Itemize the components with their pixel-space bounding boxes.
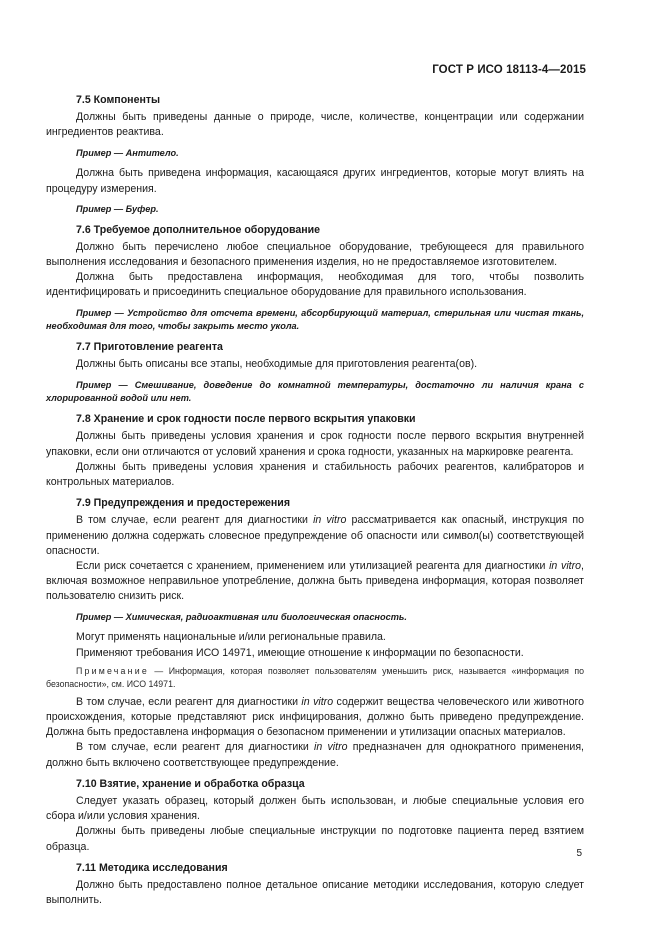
note-label: Примечание — [76, 665, 149, 676]
section-7-9 — [46, 496, 584, 771]
paragraph: Применяют требования ИСО 14971, имеющие отношение к информации по безопасности. — [76, 646, 524, 659]
example: Пример — Антитело. — [76, 147, 179, 158]
section-7-6 — [46, 223, 584, 335]
paragraph: Должна быть предоставлена информация, необходимая для того, чтобы позволить идентифицировать и присоединить специальное оборудование для правильного использования. — [46, 271, 584, 299]
section-7-7 — [46, 340, 584, 406]
paragraph: В том случае, если реагент для диагностики in vitro рассматривается как опасный, инструкция по применению должна содержать словесное предупреждение об опасности или символ(ы) соответствующей опасности. — [46, 514, 584, 557]
section-heading: 7.11 Методика исследования — [76, 861, 228, 874]
example: Пример — Химическая, радиоактивная или биологическая опасность. — [76, 611, 407, 622]
paragraph: Должно быть перечислено любое специальное оборудование, требующееся для правильного выполнения исследования и безопасного применения изделия, но не предоставляемое изготовителем. — [46, 240, 584, 269]
note: Примечание — Информация, которая позволяет пользователям уменьшить риск, называется «информация по безопасности», см. ИСО 14971. — [46, 665, 584, 689]
section-heading: 7.5 Компоненты — [76, 94, 161, 106]
section-heading: 7.6 Требуемое дополнительное оборудование — [76, 223, 321, 236]
paragraph: Должны быть приведены данные о природе, числе, количестве, концентрации или содержании ингредиентов реактива. — [46, 111, 584, 139]
example: Пример — Буфер. — [76, 203, 159, 214]
paragraph: Должны быть приведены любые специальные инструкции по подготовке пациента перед взятием образца. — [46, 825, 584, 853]
section-heading: 7.7 Приготовление реагента — [76, 341, 223, 354]
paragraph: Если риск сочетается с хранением, применением или утилизацией реагента для диагностики in vitro, включая возможное неправильное употребление, должна быть приведена информация, которая позволяет пользователю снизить риск. — [46, 560, 584, 603]
paragraph: Должно быть предоставлено полное детальное описание методики исследования, которую следует выполнить. — [46, 879, 584, 907]
paragraph: Должны быть приведены условия хранения и стабильность рабочих реагентов, калибраторов и контрольных материалов. — [46, 460, 584, 489]
section-heading: 7.10 Взятие, хранение и обработка образца — [76, 777, 305, 790]
paragraph: В том случае, если реагент для диагностики in vitro содержит вещества человеческого или животного происхождения, которые представляют риск инфицирования, должно быть приведено предупреждение. Должна быть предоставлена информация о безопасном применении и утилизации опасных материалов. — [46, 695, 585, 739]
section-7-10 — [46, 777, 584, 855]
section-heading: 7.9 Предупреждения и предостережения — [76, 497, 291, 510]
paragraph: Должны быть описаны все этапы, необходимые для приготовления реагента(ов). — [76, 358, 478, 371]
paragraph: В том случае, если реагент для диагностики in vitro предназначен для однократного применения, должно быть включено соответствующее предупреждение. — [46, 741, 585, 769]
page-body — [46, 93, 584, 915]
paragraph: Должны быть приведены условия хранения и срок годности после первого вскрытия внутренней упаковки, если они отличаются от условий хранения и срока годности, указанных на маркировке реагента. — [46, 430, 584, 458]
document-number-header: ГОСТ Р ИСО 18113-4—2015 — [432, 64, 586, 76]
section-7-11 — [46, 861, 584, 909]
example: Пример — Смешивание, доведение до комнатной температуры, достаточно ли наличия крана с хлорированной водой или нет. — [46, 379, 584, 404]
section-7-5 — [46, 93, 584, 217]
paragraph: Могут применять национальные и/или региональные правила. — [76, 631, 386, 644]
paragraph: Следует указать образец, который должен быть использован, и любые специальные условия его сбора и/или условия хранения. — [46, 795, 584, 823]
section-7-8 — [46, 412, 584, 490]
example: Пример — Устройство для отсчета времени, абсорбирующий материал, стерильная или чистая ткань, необходимая для того, чтобы закрыть место укола. — [46, 307, 584, 332]
page-number: 5 — [576, 848, 582, 859]
paragraph: Должна быть приведена информация, касающаяся других ингредиентов, которые могут влиять на процедуру измерения. — [46, 167, 584, 195]
section-heading: 7.8 Хранение и срок годности после первого вскрытия упаковки — [76, 413, 416, 426]
